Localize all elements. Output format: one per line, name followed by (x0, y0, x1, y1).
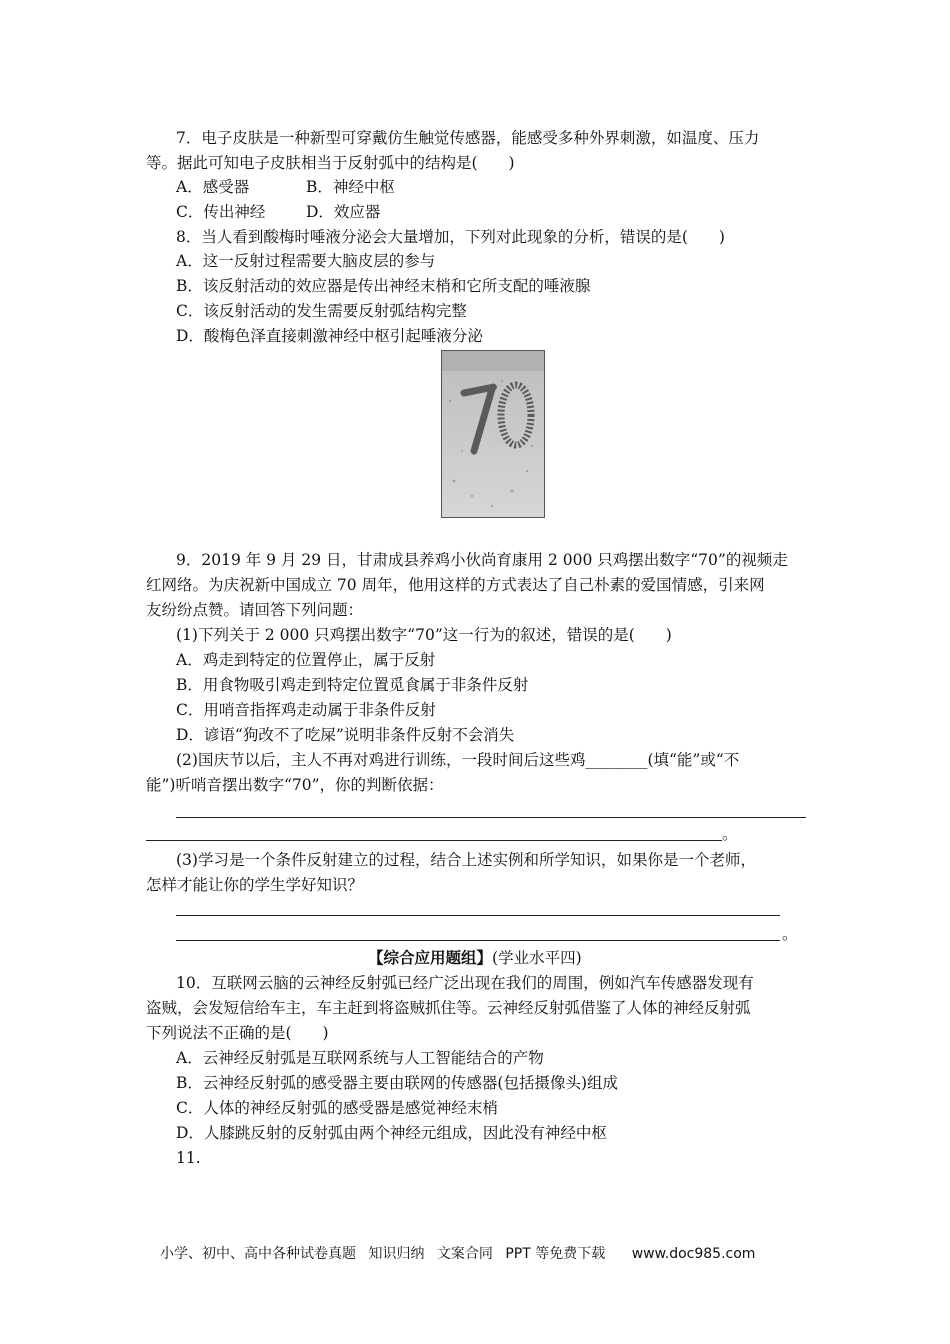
q7-option-a: A．感受器 (176, 178, 250, 196)
footer-text-4: PPT 等免费下载 (505, 1246, 606, 1262)
chickens-70-photo (441, 350, 545, 518)
q10-option-a: A．云神经反射弧是互联网系统与人工智能结合的产物 (176, 1049, 544, 1067)
section-level: (学业水平四) (492, 949, 582, 967)
q9-line1: 9．2019 年 9 月 29 日，甘肃成县养鸡小伙尚育康用 2 000 只鸡摆出数字“70”的视频走 (176, 551, 788, 569)
q7-line1: 7．电子皮肤是一种新型可穿戴仿生触觉传感器，能感受多种外界刺激，如温度、压力 (176, 129, 760, 147)
q9-line2: 红网络。为庆祝新中国成立 70 周年，他用这样的方式表达了自己朴素的爱国情感，引来网 (146, 576, 765, 594)
q10-line3: 下列说法不正确的是( ) (146, 1024, 329, 1042)
q10-option-b: B．云神经反射弧的感受器主要由联网的传感器(包括摄像头)组成 (176, 1074, 618, 1092)
q9-sub2-line2: 能”)听哨音摆出数字“70”，你的判断依据： (146, 776, 444, 794)
q8-option-a: A．这一反射过程需要大脑皮层的参与 (176, 252, 436, 270)
q10-option-c: C．人体的神经反射弧的感受器是感觉神经末梢 (176, 1099, 498, 1117)
q9-option-c: C．用哨音指挥鸡走动属于非条件反射 (176, 701, 436, 719)
q7-option-d: D．效应器 (306, 203, 381, 221)
q10-line2: 盗贼，会发短信给车主，车主赶到将盗贼抓住等。云神经反射弧借鉴了人体的神经反射弧 (146, 999, 751, 1017)
q8-option-b: B．该反射活动的效应器是传出神经末梢和它所支配的唾液腺 (176, 277, 591, 295)
footer-text-1: 小学、初中、高中各种试卷真题 (160, 1246, 356, 1262)
footer-text-3: 文案合同 (436, 1246, 493, 1262)
q7-option-c: C．传出神经 (176, 203, 266, 221)
q9-option-a: A．鸡走到特定的位置停止，属于反射 (176, 651, 436, 669)
q9-sub1-stem: (1)下列关于 2 000 只鸡摆出数字“70”这一行为的叙述，错误的是( ) (176, 626, 672, 644)
answer-line (176, 915, 780, 916)
q9-sub3-line2: 怎样才能让你的学生学好知识？ (146, 876, 364, 894)
section-title: 【综合应用题组】 (368, 948, 493, 967)
footer (160, 1244, 763, 1264)
answer-line (176, 940, 780, 941)
q8-option-c: C．该反射活动的发生需要反射弧结构完整 (176, 302, 467, 320)
footer-url-link[interactable]: www.doc985.com (631, 1246, 756, 1262)
q9-option-d: D．谚语“狗改不了吃屎”说明非条件反射不会消失 (176, 726, 515, 744)
q9-option-b: B．用食物吸引鸡走到特定位置觅食属于非条件反射 (176, 676, 529, 694)
q7-line2: 等。据此可知电子皮肤相当于反射弧中的结构是( ) (146, 154, 515, 172)
q10-option-d: D．人膝跳反射的反射弧由两个神经元组成，因此没有神经中枢 (176, 1124, 607, 1142)
chickens-70-image (442, 351, 544, 517)
q9-sub2-line1: (2)国庆节以后，主人不再对鸡进行训练，一段时间后这些鸡________(填“能”或“不 (176, 751, 740, 769)
q10-line1: 10．互联网云脑的云神经反射弧已经广泛出现在我们的周围，例如汽车传感器发现有 (176, 974, 754, 992)
q8-option-d: D．酸梅色泽直接刺激神经中枢引起唾液分泌 (176, 327, 483, 345)
section-heading (368, 948, 582, 968)
q9-sub3-line1: (3)学习是一个条件反射建立的过程，结合上述实例和所学知识，如果你是一个老师， (176, 851, 756, 869)
q8-stem: 8．当人看到酸梅时唾液分泌会大量增加，下列对此现象的分析，错误的是( ) (176, 228, 725, 246)
q11-label: 11. (176, 1149, 201, 1167)
answer-line (146, 840, 722, 841)
answer-period: 。 (722, 825, 738, 843)
q7-option-b: B．神经中枢 (306, 178, 395, 196)
footer-text-2: 知识归纳 (368, 1246, 425, 1262)
answer-period: 。 (782, 925, 798, 943)
answer-line (176, 817, 806, 818)
q9-line3: 友纷纷点赞。请回答下列问题： (146, 601, 364, 619)
